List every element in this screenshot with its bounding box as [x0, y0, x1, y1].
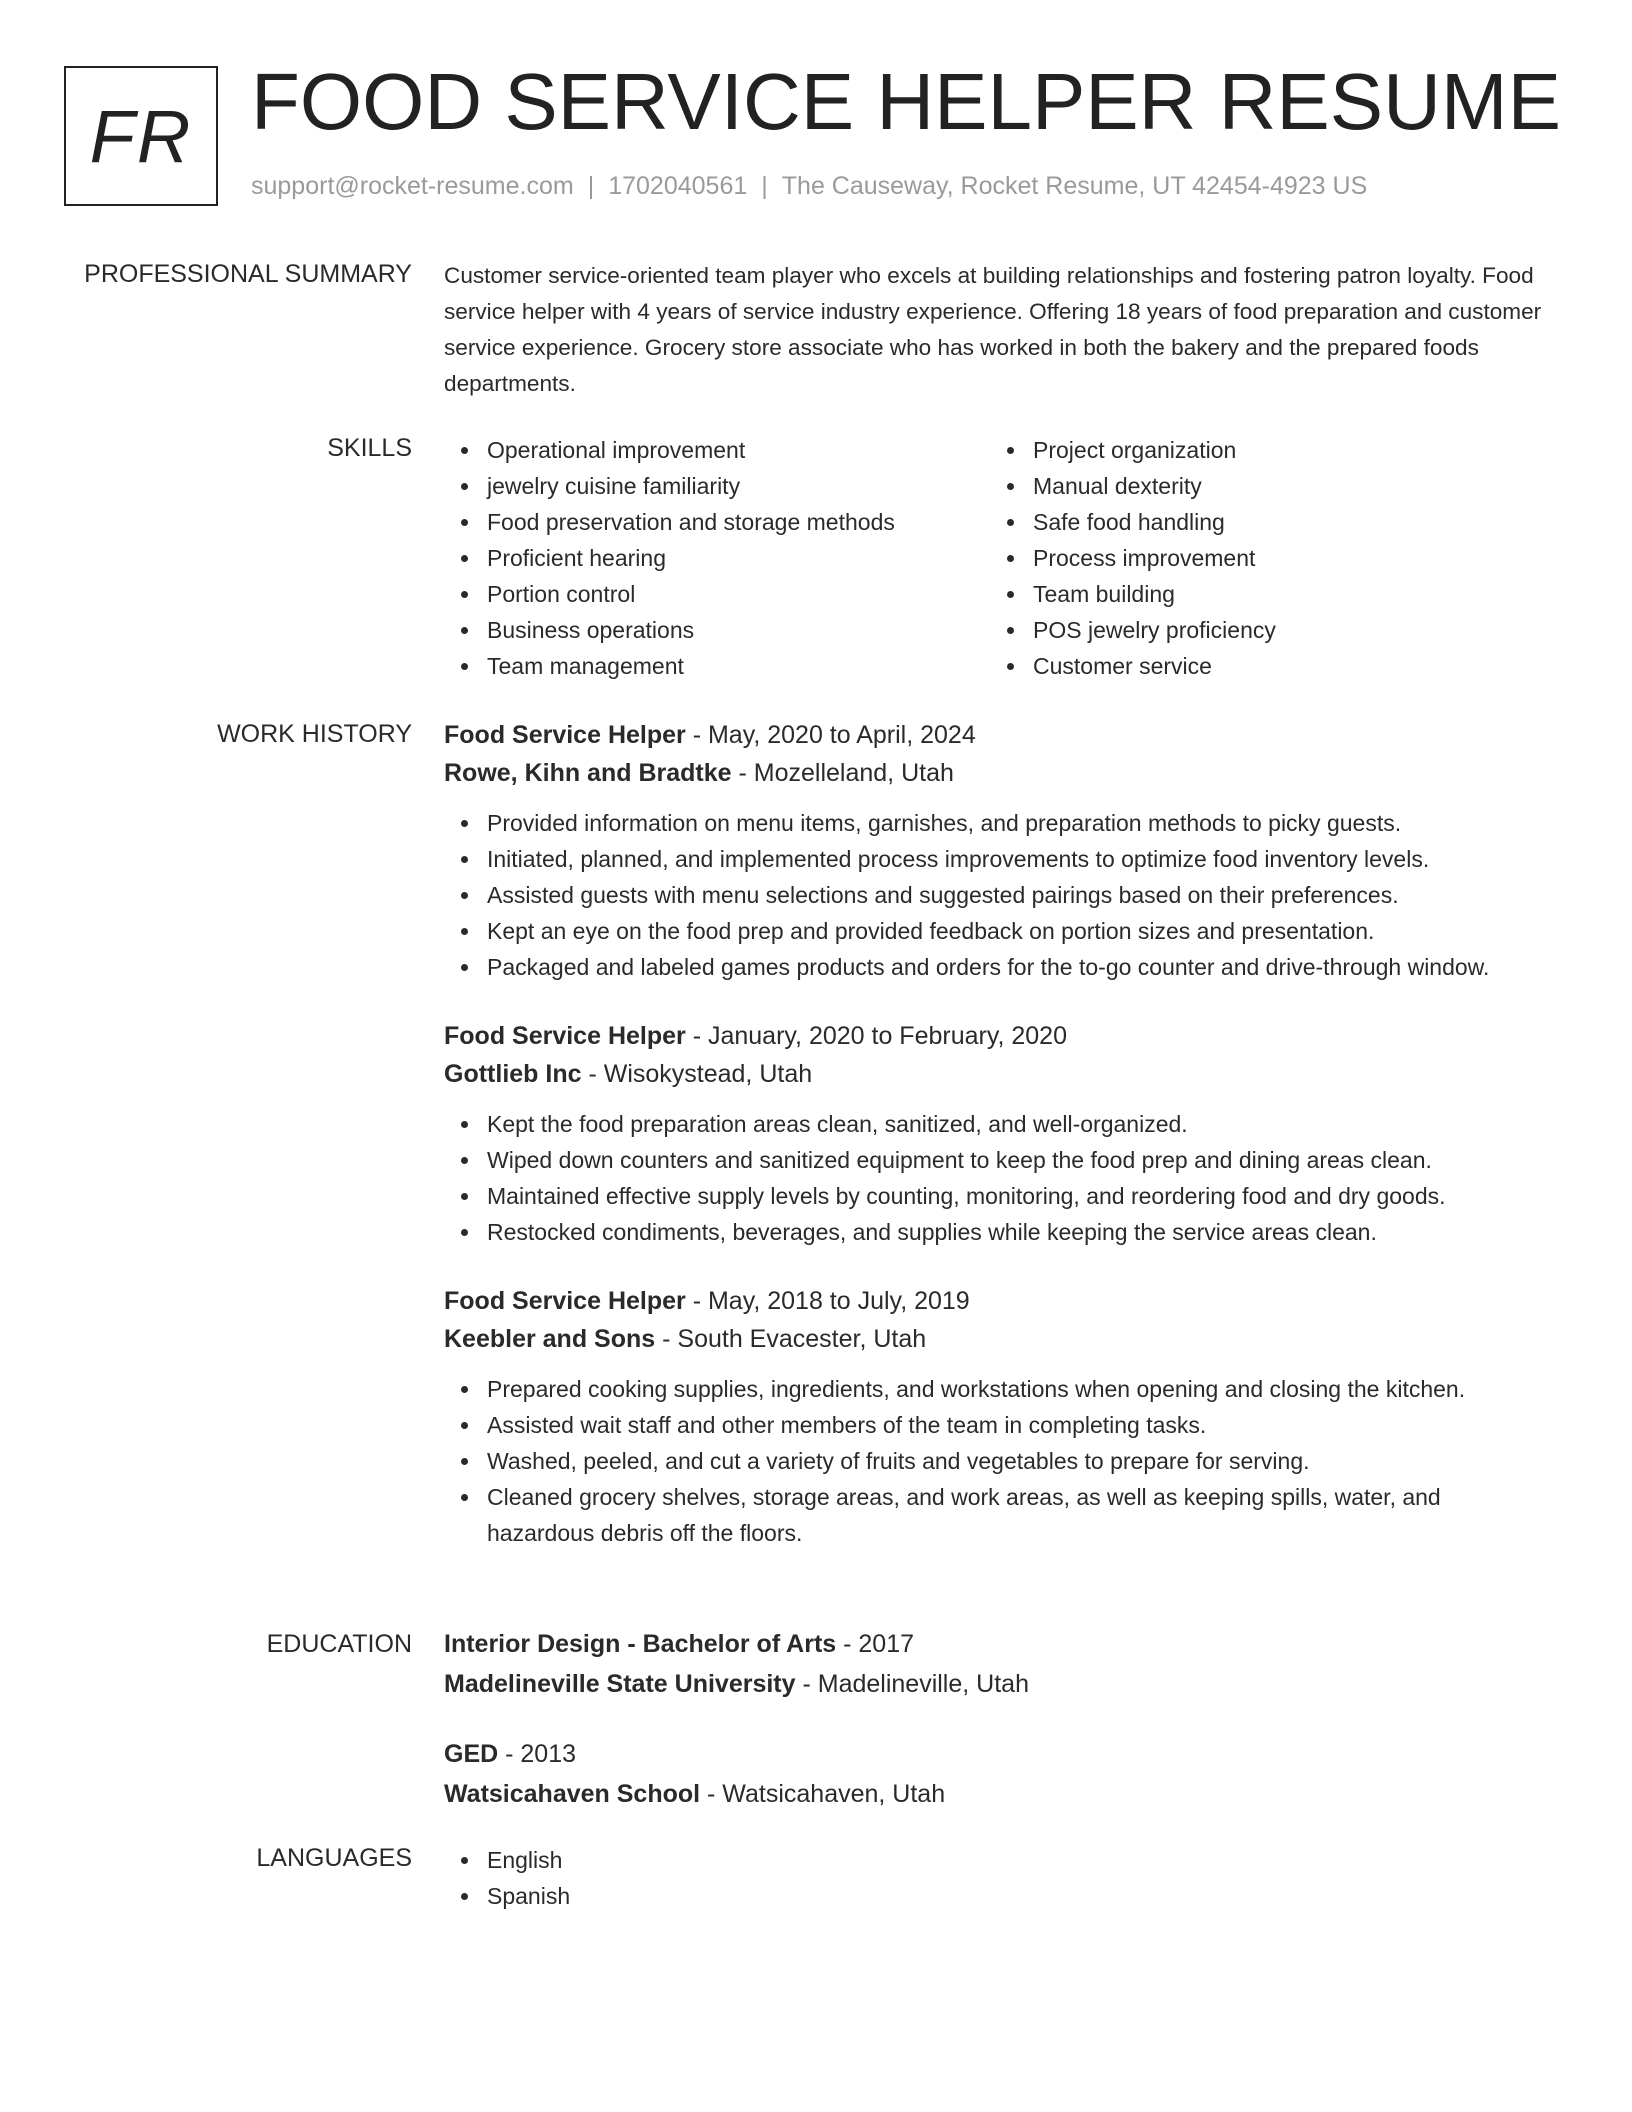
skill-item: Food preservation and storage methods [444, 504, 990, 540]
job-bullet: Prepared cooking supplies, ingredients, and workstations when opening and closing the kitchen. [444, 1371, 1544, 1407]
education-school-line [444, 1664, 1544, 1704]
contact-line [251, 172, 1367, 201]
job-company: Keebler and Sons [444, 1325, 656, 1353]
skills-column-left [444, 432, 990, 684]
contact-separator: | [587, 172, 595, 200]
job-title-line [444, 1017, 1544, 1055]
job-entry [444, 1017, 1544, 1250]
job-company-line [444, 754, 1544, 792]
job-company: Gottlieb Inc [444, 1060, 582, 1088]
section-label-skills: SKILLS [327, 434, 412, 462]
section-label-summary: PROFESSIONAL SUMMARY [84, 260, 412, 288]
job-title: Food Service Helper [444, 721, 686, 749]
job-bullet: Provided information on menu items, garnishes, and preparation methods to picky guests. [444, 805, 1544, 841]
education-entry [444, 1624, 1544, 1704]
job-bullet: Assisted wait staff and other members of the team in completing tasks. [444, 1407, 1544, 1443]
job-entry [444, 1282, 1544, 1551]
skill-item: Business operations [444, 612, 990, 648]
job-title-line [444, 1282, 1544, 1320]
skills-column-right [990, 432, 1536, 684]
language-item: Spanish [444, 1878, 1544, 1914]
job-bullet: Packaged and labeled games products and orders for the to-go counter and drive-through window. [444, 949, 1544, 985]
job-bullet: Wiped down counters and sanitized equipment to keep the food prep and dining areas clean. [444, 1142, 1544, 1178]
job-bullet: Maintained effective supply levels by counting, monitoring, and reordering food and dry goods. [444, 1178, 1544, 1214]
job-location: - Mozelleland, Utah [731, 759, 954, 787]
education-location: - Watsicahaven, Utah [700, 1780, 946, 1808]
job-title: Food Service Helper [444, 1287, 686, 1315]
job-company: Rowe, Kihn and Bradtke [444, 759, 732, 787]
summary-text: Customer service-oriented team player who excels at building relationships and fostering patron loyalty. Food service helper with 4 years of service industry experience. Offering 18 years of food preparation and customer service experience. Grocery store associate who has worked in both the bakery and the prepared foods departments. [444, 263, 1542, 396]
job-bullet: Initiated, planned, and implemented process improvements to optimize food inventory levels. [444, 841, 1544, 877]
job-title-line [444, 716, 1544, 754]
job-bullet: Kept an eye on the food prep and provided feedback on portion sizes and presentation. [444, 913, 1544, 949]
job-location: - Wisokystead, Utah [581, 1060, 813, 1088]
education-school-line [444, 1774, 1544, 1814]
skill-item: Process improvement [990, 540, 1536, 576]
job-bullet: Kept the food preparation areas clean, sanitized, and well-organized. [444, 1106, 1544, 1142]
skill-item: Proficient hearing [444, 540, 990, 576]
education-year: - 2013 [498, 1740, 577, 1768]
contact-phone: 1702040561 [608, 172, 748, 200]
job-bullet: Restocked condiments, beverages, and supplies while keeping the service areas clean. [444, 1214, 1544, 1250]
skill-item: Team building [990, 576, 1536, 612]
education-entry [444, 1734, 1544, 1814]
education-degree-line [444, 1734, 1544, 1774]
contact-email: support@rocket-resume.com [251, 172, 574, 200]
skill-item: Manual dexterity [990, 468, 1536, 504]
education-school: Watsicahaven School [444, 1780, 701, 1808]
skill-item: Customer service [990, 648, 1536, 684]
job-bullet: Assisted guests with menu selections and suggested pairings based on their preferences. [444, 877, 1544, 913]
resume-title: FOOD SERVICE HELPER RESUME [251, 57, 1561, 146]
languages-list [444, 1842, 1544, 1914]
education-location: - Madelineville, Utah [795, 1670, 1029, 1698]
education-school: Madelineville State University [444, 1670, 796, 1698]
contact-address: The Causeway, Rocket Resume, UT 42454-4923 US [781, 172, 1368, 200]
job-title: Food Service Helper [444, 1022, 686, 1050]
skills-list [444, 432, 1544, 684]
job-company-line [444, 1320, 1544, 1358]
skill-item: jewelry cuisine familiarity [444, 468, 990, 504]
job-bullet-list [444, 805, 1544, 985]
section-label-education: EDUCATION [266, 1630, 412, 1658]
job-bullet-list [444, 1106, 1544, 1250]
skill-item: Safe food handling [990, 504, 1536, 540]
job-entry [444, 716, 1544, 985]
job-bullet: Washed, peeled, and cut a variety of fruits and vegetables to prepare for serving. [444, 1443, 1544, 1479]
language-item: English [444, 1842, 1544, 1878]
skill-item: Team management [444, 648, 990, 684]
education-degree: Interior Design - Bachelor of Arts [444, 1630, 837, 1658]
monogram-initials: FR [89, 94, 193, 178]
skill-item: Project organization [990, 432, 1536, 468]
education-degree-line [444, 1624, 1544, 1664]
job-location: - South Evacester, Utah [655, 1325, 927, 1353]
job-dates: - January, 2020 to February, 2020 [685, 1022, 1067, 1050]
job-dates: - May, 2018 to July, 2019 [685, 1287, 970, 1315]
skill-item: Operational improvement [444, 432, 990, 468]
section-label-languages: LANGUAGES [256, 1844, 412, 1872]
contact-separator: | [761, 172, 768, 200]
education-degree: GED [444, 1740, 499, 1768]
job-bullet: Cleaned grocery shelves, storage areas, and work areas, as well as keeping spills, water, and hazardous debris off the floors. [444, 1479, 1544, 1551]
job-bullet-list [444, 1371, 1544, 1551]
monogram-badge [64, 66, 218, 206]
job-dates: - May, 2020 to April, 2024 [685, 721, 976, 749]
skill-item: Portion control [444, 576, 990, 612]
section-label-work-history: WORK HISTORY [217, 720, 412, 748]
job-company-line [444, 1055, 1544, 1093]
skill-item: POS jewelry proficiency [990, 612, 1536, 648]
education-year: - 2017 [836, 1630, 915, 1658]
